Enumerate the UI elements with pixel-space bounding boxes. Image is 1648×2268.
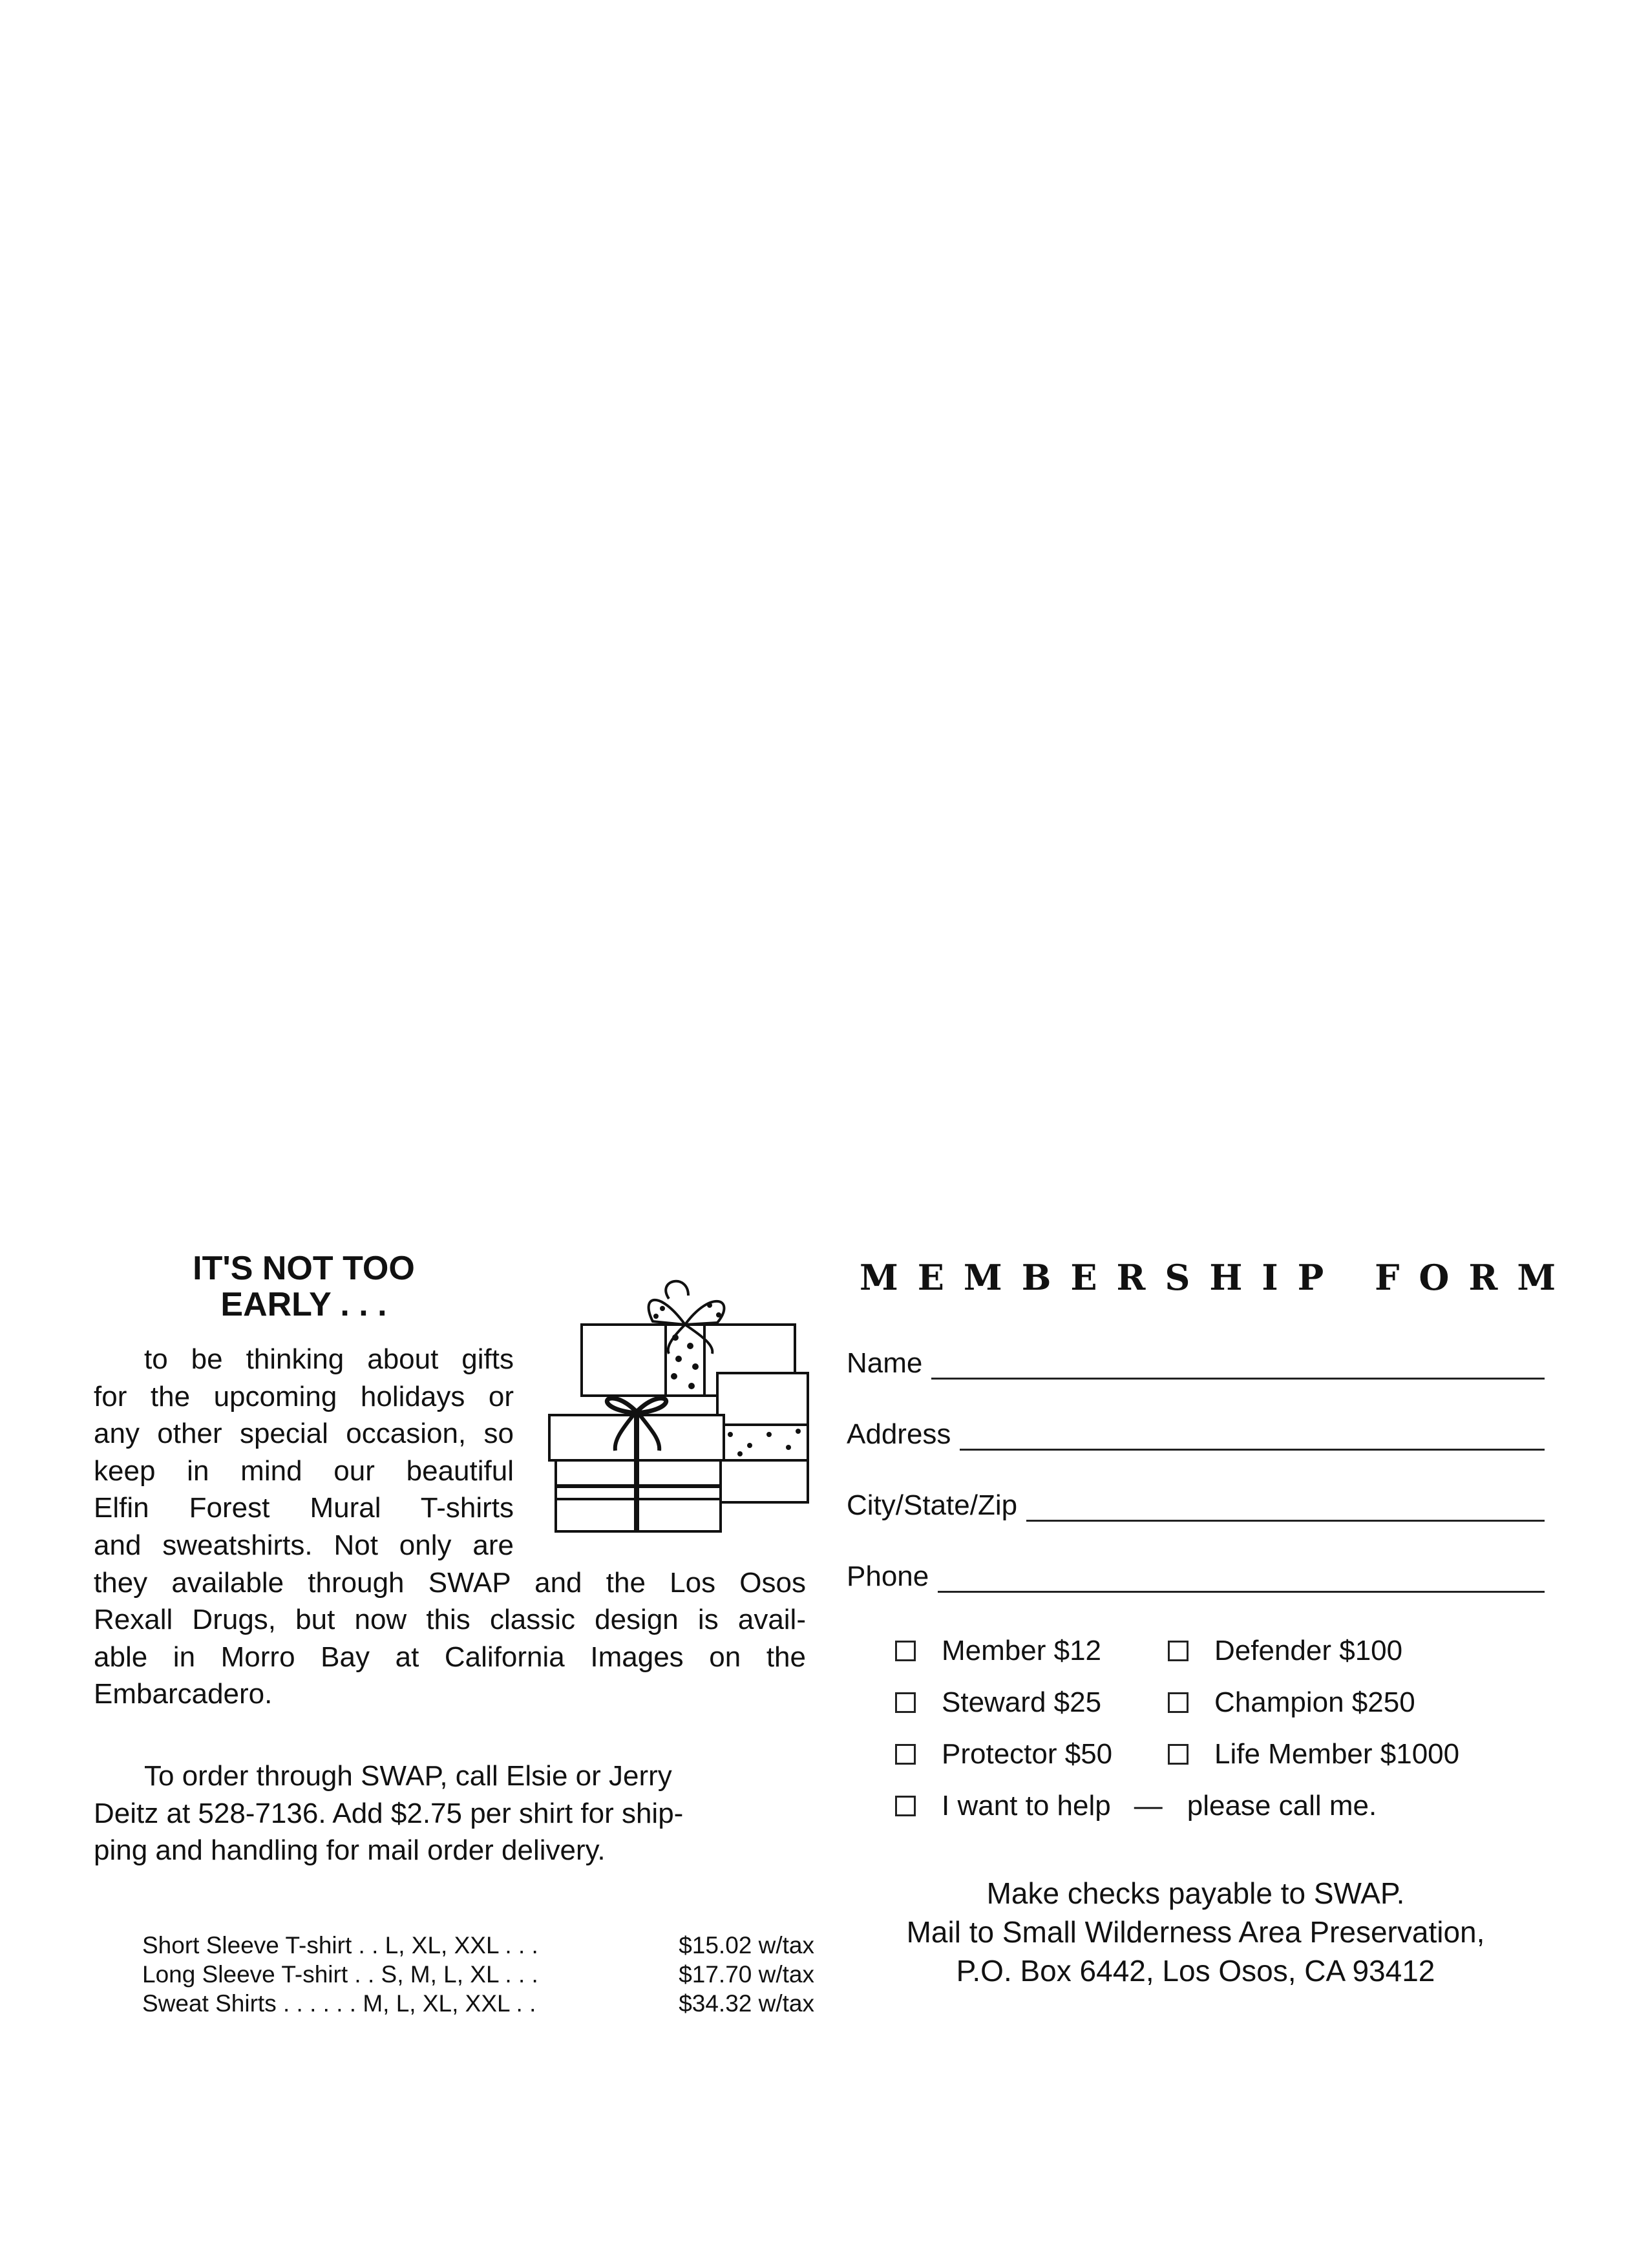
defender-label: Defender $100 <box>1214 1635 1403 1666</box>
options-row <box>895 1677 1541 1728</box>
gift-boxes-illustration <box>543 1276 814 1541</box>
gift-body-line: and sweatshirts. Not only are <box>94 1529 514 1561</box>
address-label: Address <box>847 1418 951 1450</box>
options-row <box>895 1728 1541 1780</box>
member-checkbox[interactable] <box>895 1641 916 1661</box>
protector-option <box>895 1738 1168 1770</box>
price-item: Short Sleeve T-shirt . . L, XL, XXL . . . <box>142 1932 538 1958</box>
defender-option <box>1168 1635 1441 1667</box>
member-label: Member $12 <box>942 1635 1102 1666</box>
mail-line: Mail to Small Wilderness Area Preservation, <box>906 1915 1485 1949</box>
gift-order-paragraph <box>94 1758 811 1869</box>
gift-article-title <box>90 1250 517 1323</box>
gift-order-line: ping and handling for mail order delivery. <box>94 1834 606 1867</box>
city-state-zip-label: City/State/Zip <box>847 1489 1018 1521</box>
price-value: $34.32 w/tax <box>679 1990 814 2017</box>
price-item: Long Sleeve T-shirt . . S, M, L, XL . . . <box>142 1961 538 1988</box>
help-call-label: please call me. <box>1187 1790 1377 1822</box>
steward-label: Steward $25 <box>942 1686 1102 1718</box>
gift-body-line: Rexall Drugs, but now this classic design is avail- <box>94 1604 806 1636</box>
gift-body-line: any other special occasion, so <box>94 1418 514 1450</box>
price-row <box>142 1960 814 1989</box>
gift-body-line: for the upcoming holidays or <box>94 1380 514 1412</box>
gift-title-line: IT'S NOT TOO <box>193 1250 415 1287</box>
membership-form-title: MEMBERSHIP FORM <box>860 1257 1576 1298</box>
options-row <box>895 1625 1541 1677</box>
address-field <box>847 1418 1545 1451</box>
gift-order-line: To order through SWAP, call Elsie or Jerry <box>144 1760 672 1792</box>
phone-label: Phone <box>847 1560 929 1592</box>
gift-order-line: Deitz at 528-7136. Add $2.75 per shirt for ship- <box>94 1797 684 1829</box>
price-value: $17.70 w/tax <box>679 1961 814 1988</box>
phone-field <box>847 1560 1545 1593</box>
city-state-zip-input-line[interactable] <box>1026 1491 1545 1522</box>
mailing-instructions <box>847 1874 1545 1990</box>
help-label: I want to help <box>942 1790 1111 1822</box>
protector-label: Protector $50 <box>942 1738 1113 1770</box>
gift-title-line: EARLY . . . <box>220 1286 387 1323</box>
gift-body-line: to be thinking about gifts <box>144 1343 514 1375</box>
gift-body-line: they available through SWAP and the Los Osos <box>94 1566 806 1599</box>
membership-options <box>895 1625 1541 1832</box>
champion-checkbox[interactable] <box>1168 1692 1188 1713</box>
price-item: Sweat Shirts . . . . . . M, L, XL, XXL . . <box>142 1990 536 2017</box>
price-row <box>142 1931 814 1960</box>
gift-body-line: keep in mind our beautiful <box>94 1454 514 1487</box>
life-member-checkbox[interactable] <box>1168 1744 1188 1765</box>
phone-input-line[interactable] <box>938 1562 1545 1593</box>
mail-line: Make checks payable to SWAP. <box>986 1876 1405 1910</box>
name-label: Name <box>847 1347 923 1379</box>
life-member-option <box>1168 1738 1460 1770</box>
gift-body-line: able in Morro Bay at California Images on the <box>94 1641 806 1673</box>
address-input-line[interactable] <box>960 1420 1545 1451</box>
options-row <box>895 1780 1541 1832</box>
price-list <box>142 1931 814 2018</box>
life-member-label: Life Member $1000 <box>1214 1738 1460 1770</box>
price-value: $15.02 w/tax <box>679 1932 814 1958</box>
name-field <box>847 1347 1545 1380</box>
mail-line: P.O. Box 6442, Los Osos, CA 93412 <box>956 1954 1435 1988</box>
member-option <box>895 1635 1168 1667</box>
steward-checkbox[interactable] <box>895 1692 916 1713</box>
price-row <box>142 1989 814 2018</box>
help-option <box>895 1790 1377 1822</box>
name-input-line[interactable] <box>931 1349 1545 1380</box>
city-state-zip-field <box>847 1489 1545 1522</box>
champion-option <box>1168 1686 1441 1719</box>
help-dash: — <box>1134 1790 1163 1822</box>
champion-label: Champion $250 <box>1214 1686 1415 1718</box>
help-checkbox[interactable] <box>895 1796 916 1816</box>
protector-checkbox[interactable] <box>895 1744 916 1765</box>
defender-checkbox[interactable] <box>1168 1641 1188 1661</box>
gift-body-line: Elfin Forest Mural T-shirts <box>94 1492 514 1524</box>
gift-body-line: Embarcadero. <box>94 1678 273 1710</box>
steward-option <box>895 1686 1168 1719</box>
